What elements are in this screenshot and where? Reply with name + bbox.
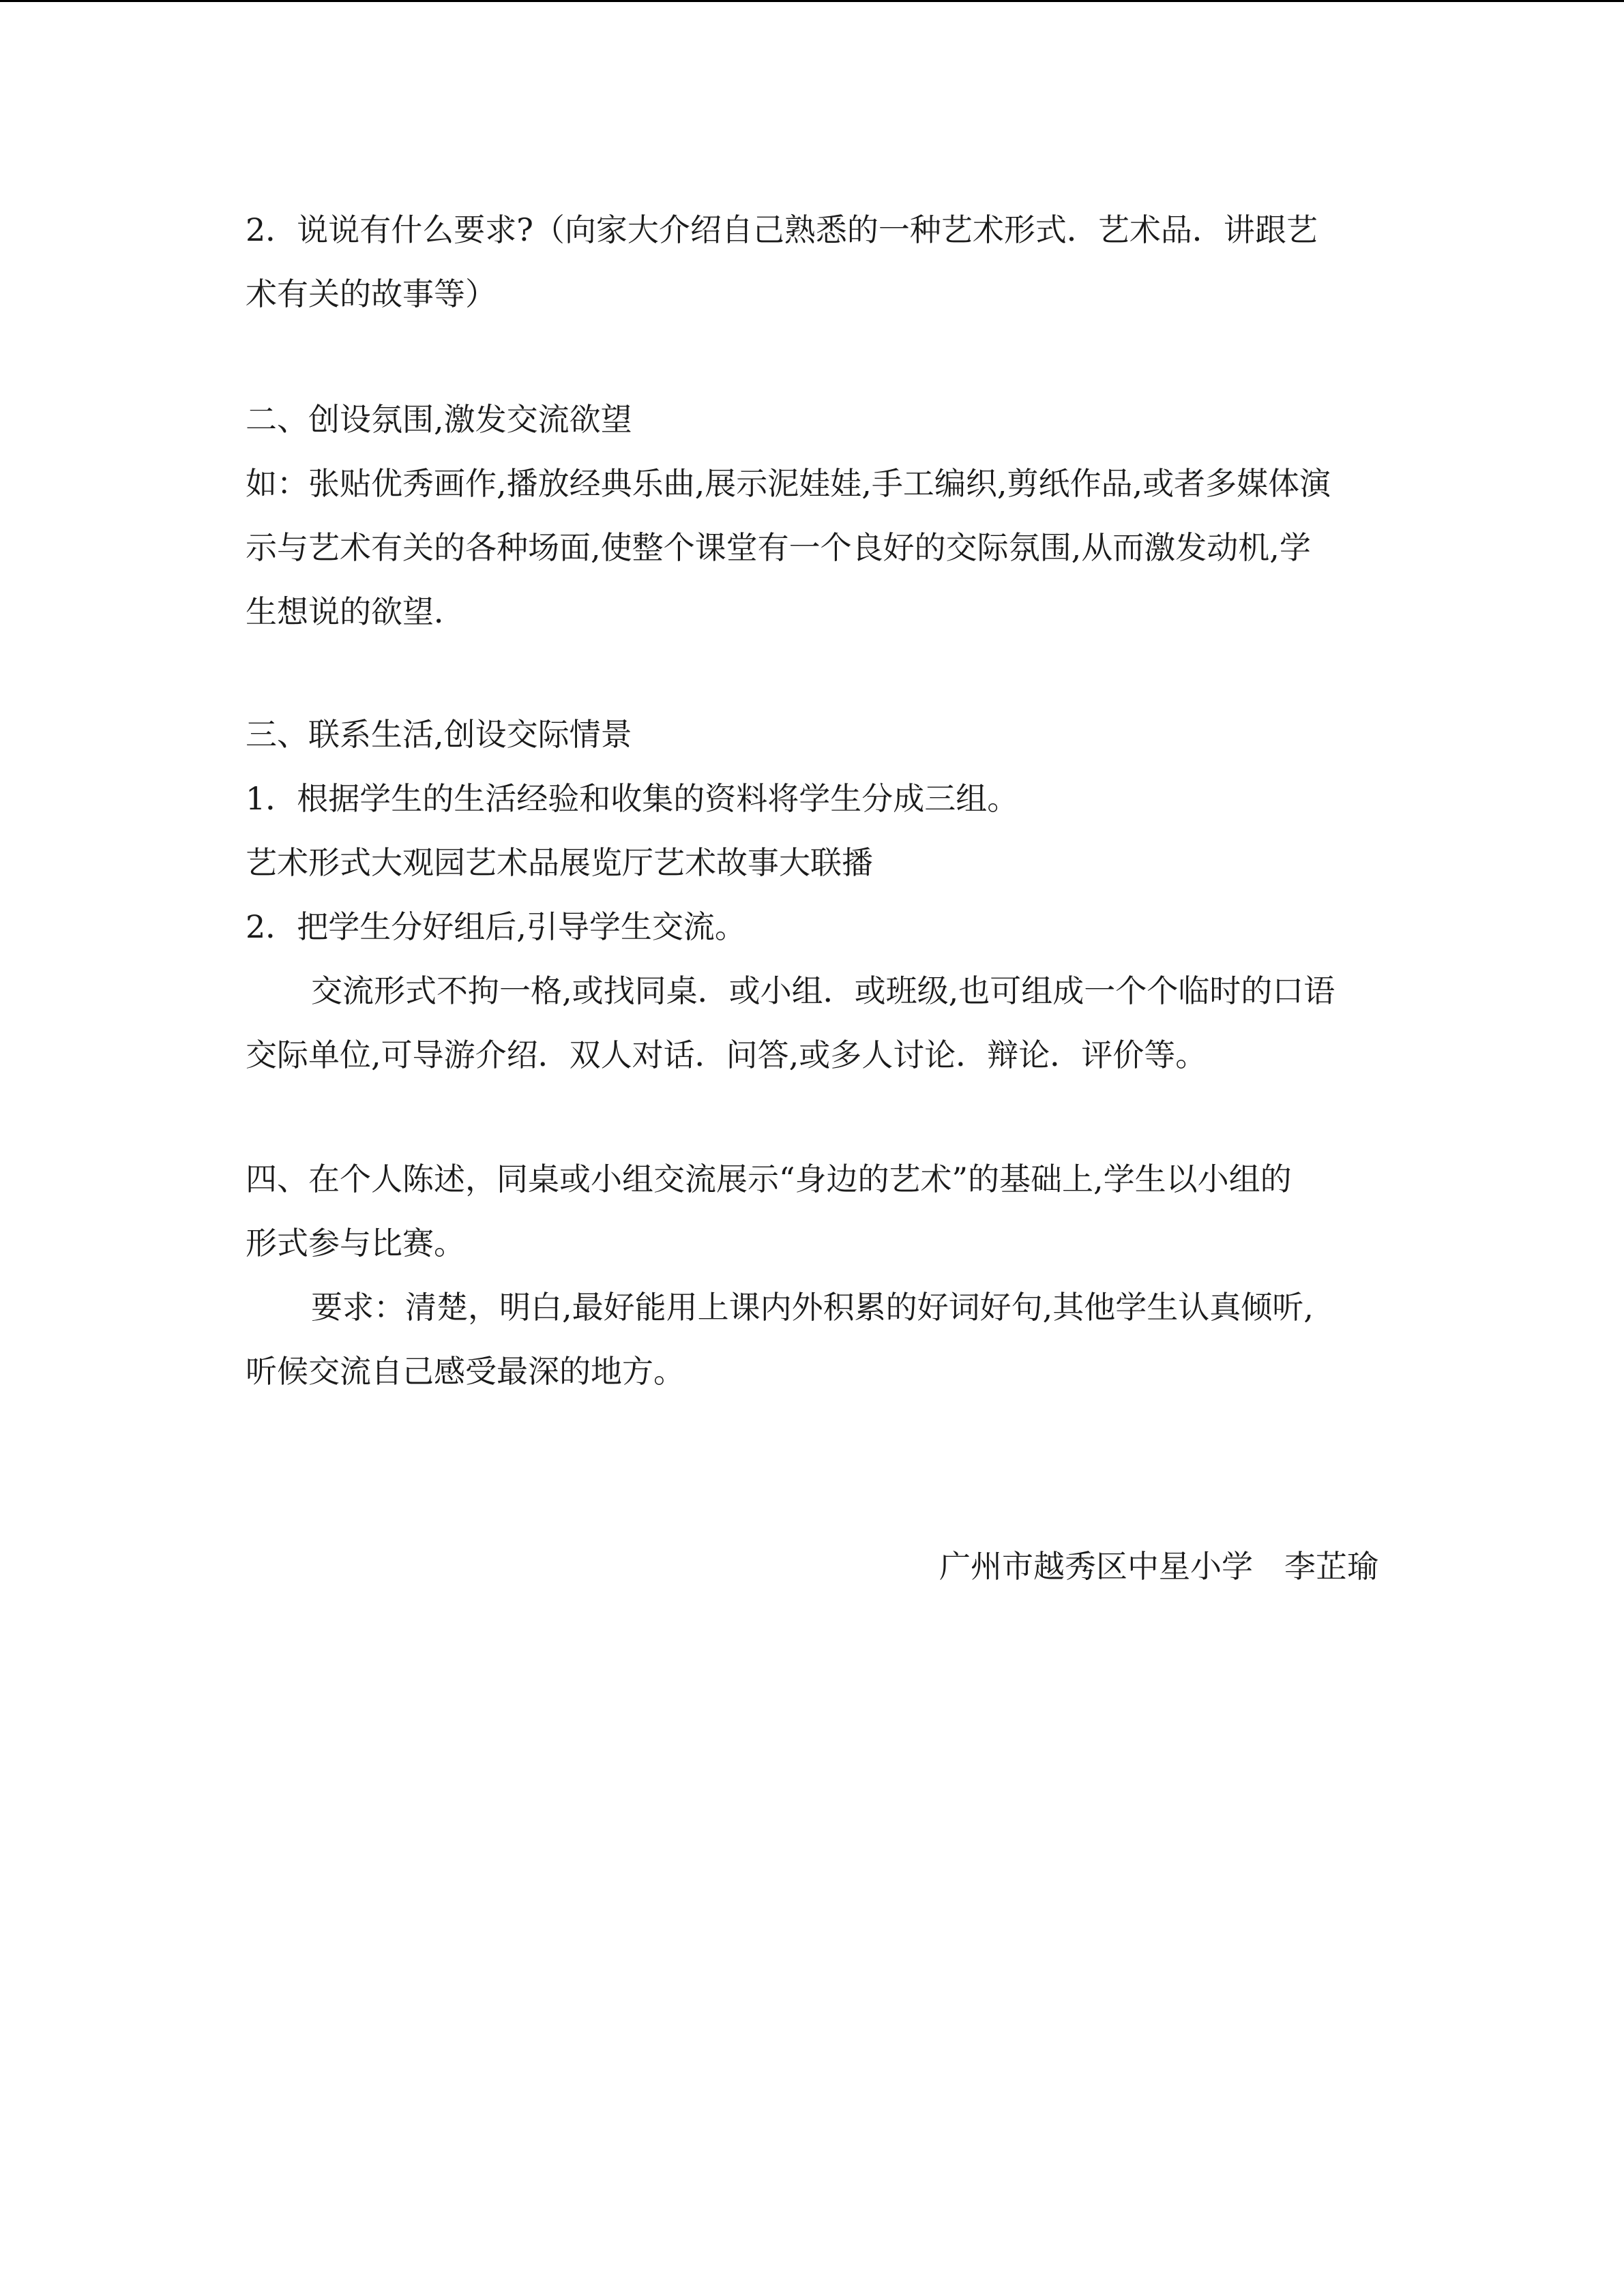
section-2-line-3: 生想说的欲望． bbox=[246, 593, 465, 630]
signature-school: 广州市越秀区中星小学 bbox=[939, 1548, 1253, 1585]
signature-spacer bbox=[1253, 1548, 1284, 1585]
signature bbox=[939, 1534, 1378, 1598]
section-2-line-1: 如：张贴优秀画作,播放经典乐曲,展示泥娃娃,手工编织,剪纸作品,或者多媒体演 bbox=[246, 465, 1331, 502]
document-body bbox=[246, 198, 1391, 1403]
section-4-line-1: 四、在个人陈述，同桌或小组交流展示“身边的艺术”的基础上,学生以小组的 bbox=[246, 1161, 1292, 1197]
section-3-item-1: 1．根据学生的生活经验和收集的资料将学生分成三组。 bbox=[246, 780, 1019, 817]
section-4-line-2: 形式参与比赛。 bbox=[246, 1225, 465, 1262]
section-3-detail-line-2: 交际单位,可导游介绍．双人对话．问答,或多人讨论．辩论．评价等。 bbox=[246, 1037, 1207, 1073]
section-2-line-2: 示与艺术有关的各种场面,使整个课堂有一个良好的交际氛围,从而激发动机,学 bbox=[246, 529, 1311, 566]
section-4-requirement-line-1: 要求：清楚，明白,最好能用上课内外积累的好词好句,其他学生认真倾听, bbox=[311, 1289, 1314, 1326]
section-3-detail-line-1: 交流形式不拘一格,或找同桌．或小组．或班级,也可组成一个个临时的口语 bbox=[311, 972, 1335, 1009]
intro-line-2: 术有关的故事等） bbox=[246, 275, 497, 312]
top-border-rule bbox=[0, 0, 1624, 2]
section-3-groups: 艺术形式大观园艺术品展览厅艺术故事大联播 bbox=[246, 844, 873, 881]
section-4-requirement-line-2: 听候交流自己感受最深的地方。 bbox=[246, 1353, 685, 1390]
section-3-item-2: 2．把学生分好组后,引导学生交流。 bbox=[246, 908, 746, 945]
section-3-heading: 三、联系生活,创设交际情景 bbox=[246, 716, 632, 753]
intro-line-1: 2．说说有什么要求?（向家大介绍自己熟悉的一种艺术形式．艺术品．讲跟艺 bbox=[246, 211, 1318, 248]
signature-author: 李芷瑜 bbox=[1284, 1548, 1378, 1585]
section-2-heading: 二、创设氛围,激发交流欲望 bbox=[246, 401, 632, 438]
